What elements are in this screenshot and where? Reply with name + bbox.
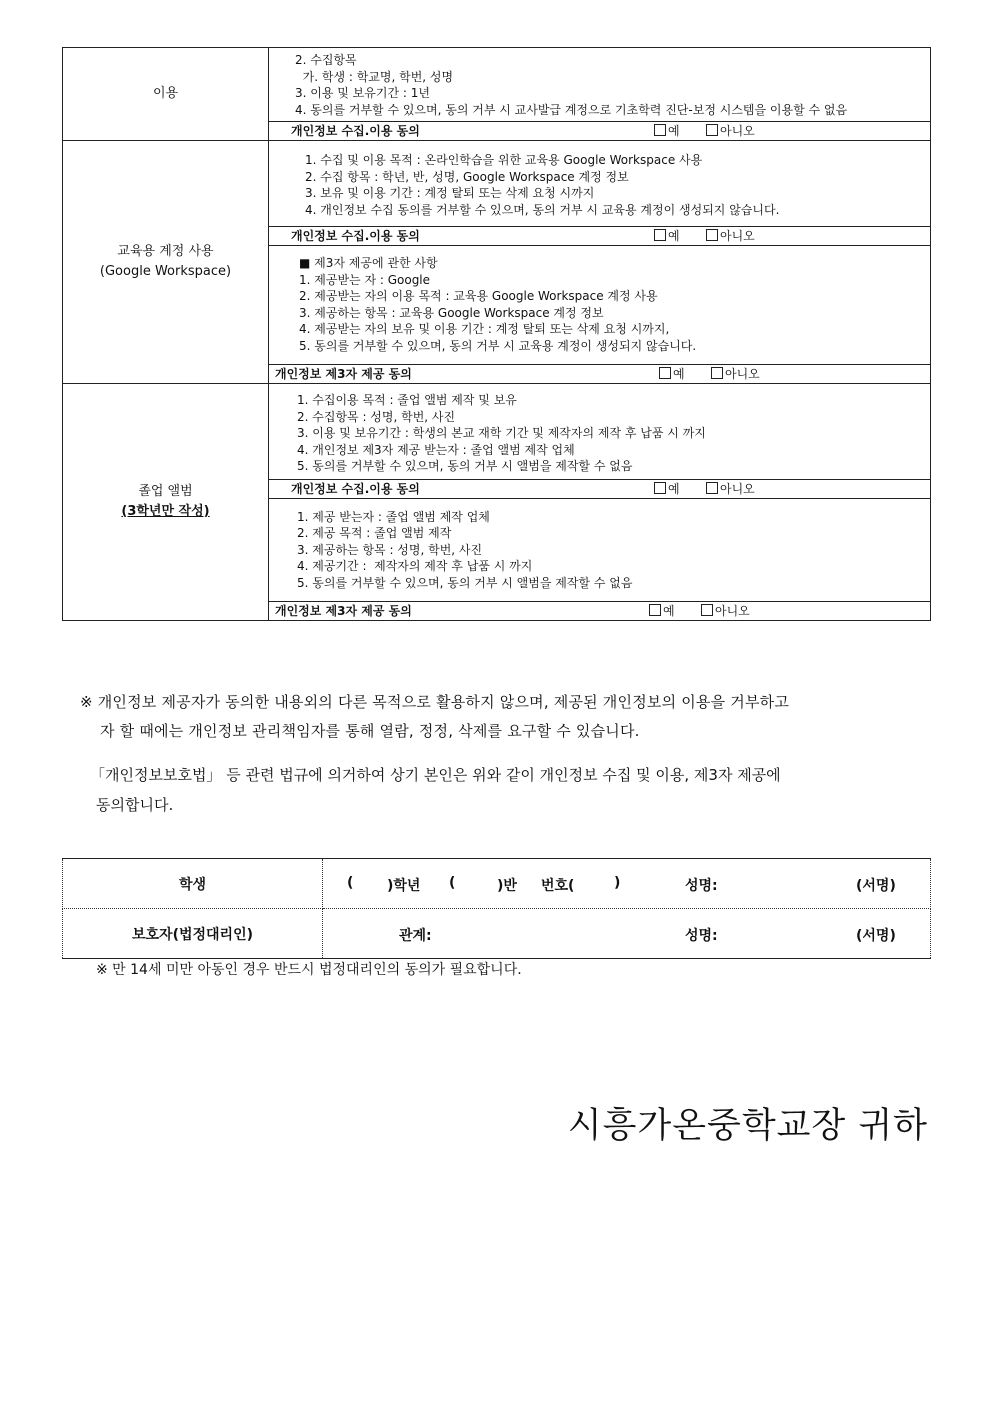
google-third-no-checkbox[interactable]: 아니오: [711, 365, 760, 383]
album-third-no-checkbox[interactable]: 아니오: [701, 602, 750, 620]
usage-line: 2. 수집항목: [295, 53, 357, 67]
google-label: 교육용 계정 사용 (Google Workspace): [63, 141, 269, 384]
privacy-notice-line: ※ 개인정보 제공자가 동의한 내용외의 다른 목적으로 활용하지 않으며, 제공된 개인정보의 이용을 거부하고: [80, 693, 790, 711]
relation-input[interactable]: [443, 925, 492, 941]
google-line: 1. 수집 및 이용 목적 : 온라인학습을 위한 교육용 Google Workspace 사용: [305, 153, 703, 167]
usage-line: 3. 이용 및 보유기간 : 1년: [295, 86, 430, 100]
google-third-yes-checkbox[interactable]: 예: [659, 365, 685, 383]
usage-yes-checkbox[interactable]: 예: [654, 122, 680, 140]
checkbox-icon: [654, 124, 666, 136]
usage-no-checkbox[interactable]: 아니오: [706, 122, 755, 140]
google-line: 2. 수집 항목 : 학년, 반, 성명, Google Workspace 계정 정보: [305, 169, 629, 184]
google-collect-yes-checkbox[interactable]: 예: [654, 227, 680, 245]
album-collect-no-checkbox[interactable]: 아니오: [706, 480, 755, 498]
album-third-yes-checkbox[interactable]: 예: [649, 602, 675, 620]
google-third-line: 2. 제공받는 자의 이용 목적 : 교육용 Google Workspace 계정 사용: [299, 289, 658, 303]
grade-label: )학년: [387, 878, 421, 894]
google-third-content: [269, 246, 931, 365]
usage-content: [269, 48, 931, 122]
usage-line: 가. 학생 : 학교명, 학번, 성명: [295, 69, 454, 84]
usage-agree-row: [269, 122, 931, 141]
checkbox-icon: [654, 229, 666, 241]
google-collect-agree-row: [269, 227, 931, 246]
album-third-line: 3. 제공하는 항목 : 성명, 학번, 사진: [297, 542, 483, 557]
class-label: )반: [497, 878, 517, 894]
checkbox-icon: [649, 604, 661, 616]
google-third-line: 3. 제공하는 항목 : 교육용 Google Workspace 계정 정보: [299, 305, 604, 320]
album-collect-yes-checkbox[interactable]: 예: [654, 480, 680, 498]
usage-label: 이용: [63, 48, 269, 141]
student-info-cell: [323, 859, 931, 909]
google-collect-content: [269, 141, 931, 227]
consent-table: [62, 47, 931, 621]
student-sign-field[interactable]: (서명): [856, 878, 896, 894]
consent-statement-line: 「개인정보보호법」 등 관련 법규에 의거하여 상기 본인은 위와 같이 개인정보 수집 및 이용, 제3자 제공에: [90, 766, 781, 784]
google-third-agree-row: [269, 365, 931, 384]
number-close: ): [614, 875, 621, 891]
google-line: 3. 보유 및 이용 기간 : 계정 탈퇴 또는 삭제 요청 시까지: [305, 186, 595, 200]
checkbox-icon: [711, 367, 723, 379]
album-label: 졸업 앨범 (3학년만 작성): [63, 384, 269, 621]
addressee: 시흥가온중학교장 귀하: [567, 1106, 928, 1146]
guardian-label: 보호자(법정대리인): [63, 909, 323, 959]
class-open: (: [449, 875, 456, 891]
student-name-input[interactable]: [733, 875, 782, 891]
relation-label: 관계:: [399, 928, 432, 944]
google-third-line: 1. 제공받는 자 : Google: [299, 272, 431, 287]
album-line: 4. 개인정보 제3자 제공 받는자 : 졸업 앨범 제작 업체: [297, 442, 575, 457]
student-name-label: 성명:: [685, 878, 718, 894]
signature-table: [62, 858, 931, 959]
number-input[interactable]: [581, 875, 601, 891]
album-line: 1. 수집이용 목적 : 졸업 앨범 제작 및 보유: [297, 393, 517, 407]
number-label: 번호(: [541, 878, 575, 894]
album-collect-agree-label: 개인정보 수집.이용 동의: [291, 481, 420, 496]
google-third-line: 5. 동의를 거부할 수 있으며, 동의 거부 시 교육용 계정이 생성되지 않습니다.: [299, 338, 697, 353]
checkbox-icon: [654, 482, 666, 494]
grade-input[interactable]: [363, 875, 383, 891]
album-line: 3. 이용 및 보유기간 : 학생의 본교 재학 기간 및 제작자의 제작 후 납품 시 까지: [297, 426, 706, 440]
google-third-line: 4. 제공받는 자의 보유 및 이용 기간 : 계정 탈퇴 또는 삭제 요청 시까지,: [299, 322, 670, 336]
album-third-line: 5. 동의를 거부할 수 있으며, 동의 거부 시 앨범을 제작할 수 없음: [297, 575, 633, 590]
google-line: 4. 개인정보 수집 동의를 거부할 수 있으며, 동의 거부 시 교육용 계정이 생성되지 않습니다.: [305, 202, 780, 217]
guardian-name-input[interactable]: [733, 925, 782, 941]
album-third-agree-row: [269, 602, 931, 621]
checkbox-icon: [701, 604, 713, 616]
album-third-line: 2. 제공 목적 : 졸업 앨범 제작: [297, 526, 452, 540]
checkbox-icon: [706, 482, 718, 494]
album-third-line: 1. 제공 받는자 : 졸업 앨범 제작 업체: [297, 509, 490, 524]
album-line: 5. 동의를 거부할 수 있으며, 동의 거부 시 앨범을 제작할 수 없음: [297, 459, 633, 473]
guardian-info-cell: [323, 909, 931, 959]
privacy-notice-line: 자 할 때에는 개인정보 관리책임자를 통해 열람, 정정, 삭제를 요구할 수 있습니다.: [100, 722, 640, 740]
album-collect-content: [269, 384, 931, 480]
grade-open: (: [347, 875, 354, 891]
album-third-line: 4. 제공기간 : 제작자의 제작 후 납품 시 까지: [297, 559, 533, 573]
album-collect-agree-row: [269, 479, 931, 498]
guardian-name-label: 성명:: [685, 928, 718, 944]
album-third-content: [269, 498, 931, 602]
checkbox-icon: [706, 229, 718, 241]
consent-statement: [90, 760, 920, 820]
guardian-sign-field[interactable]: (서명): [856, 928, 896, 944]
privacy-notice: [80, 688, 920, 746]
google-third-agree-label: 개인정보 제3자 제공 동의: [275, 367, 412, 381]
usage-agree-label: 개인정보 수집.이용 동의: [291, 124, 420, 138]
google-third-line: ■ 제3자 제공에 관한 사항: [299, 256, 438, 270]
google-collect-agree-label: 개인정보 수집.이용 동의: [291, 229, 420, 243]
usage-line: 4. 동의를 거부할 수 있으며, 동의 거부 시 교사발급 계정으로 기초학력 진단-보정 시스템을 이용할 수 없음: [295, 102, 848, 117]
google-collect-no-checkbox[interactable]: 아니오: [706, 227, 755, 245]
album-third-agree-label: 개인정보 제3자 제공 동의: [275, 604, 412, 618]
consent-statement-line: 동의합니다.: [96, 796, 174, 814]
checkbox-icon: [659, 367, 671, 379]
checkbox-icon: [706, 124, 718, 136]
minor-notice: ※ 만 14세 미만 아동인 경우 반드시 법정대리인의 동의가 필요합니다.: [96, 962, 522, 978]
album-line: 2. 수집항목 : 성명, 학번, 사진: [297, 409, 456, 424]
class-input[interactable]: [465, 875, 485, 891]
student-label: 학생: [63, 859, 323, 909]
